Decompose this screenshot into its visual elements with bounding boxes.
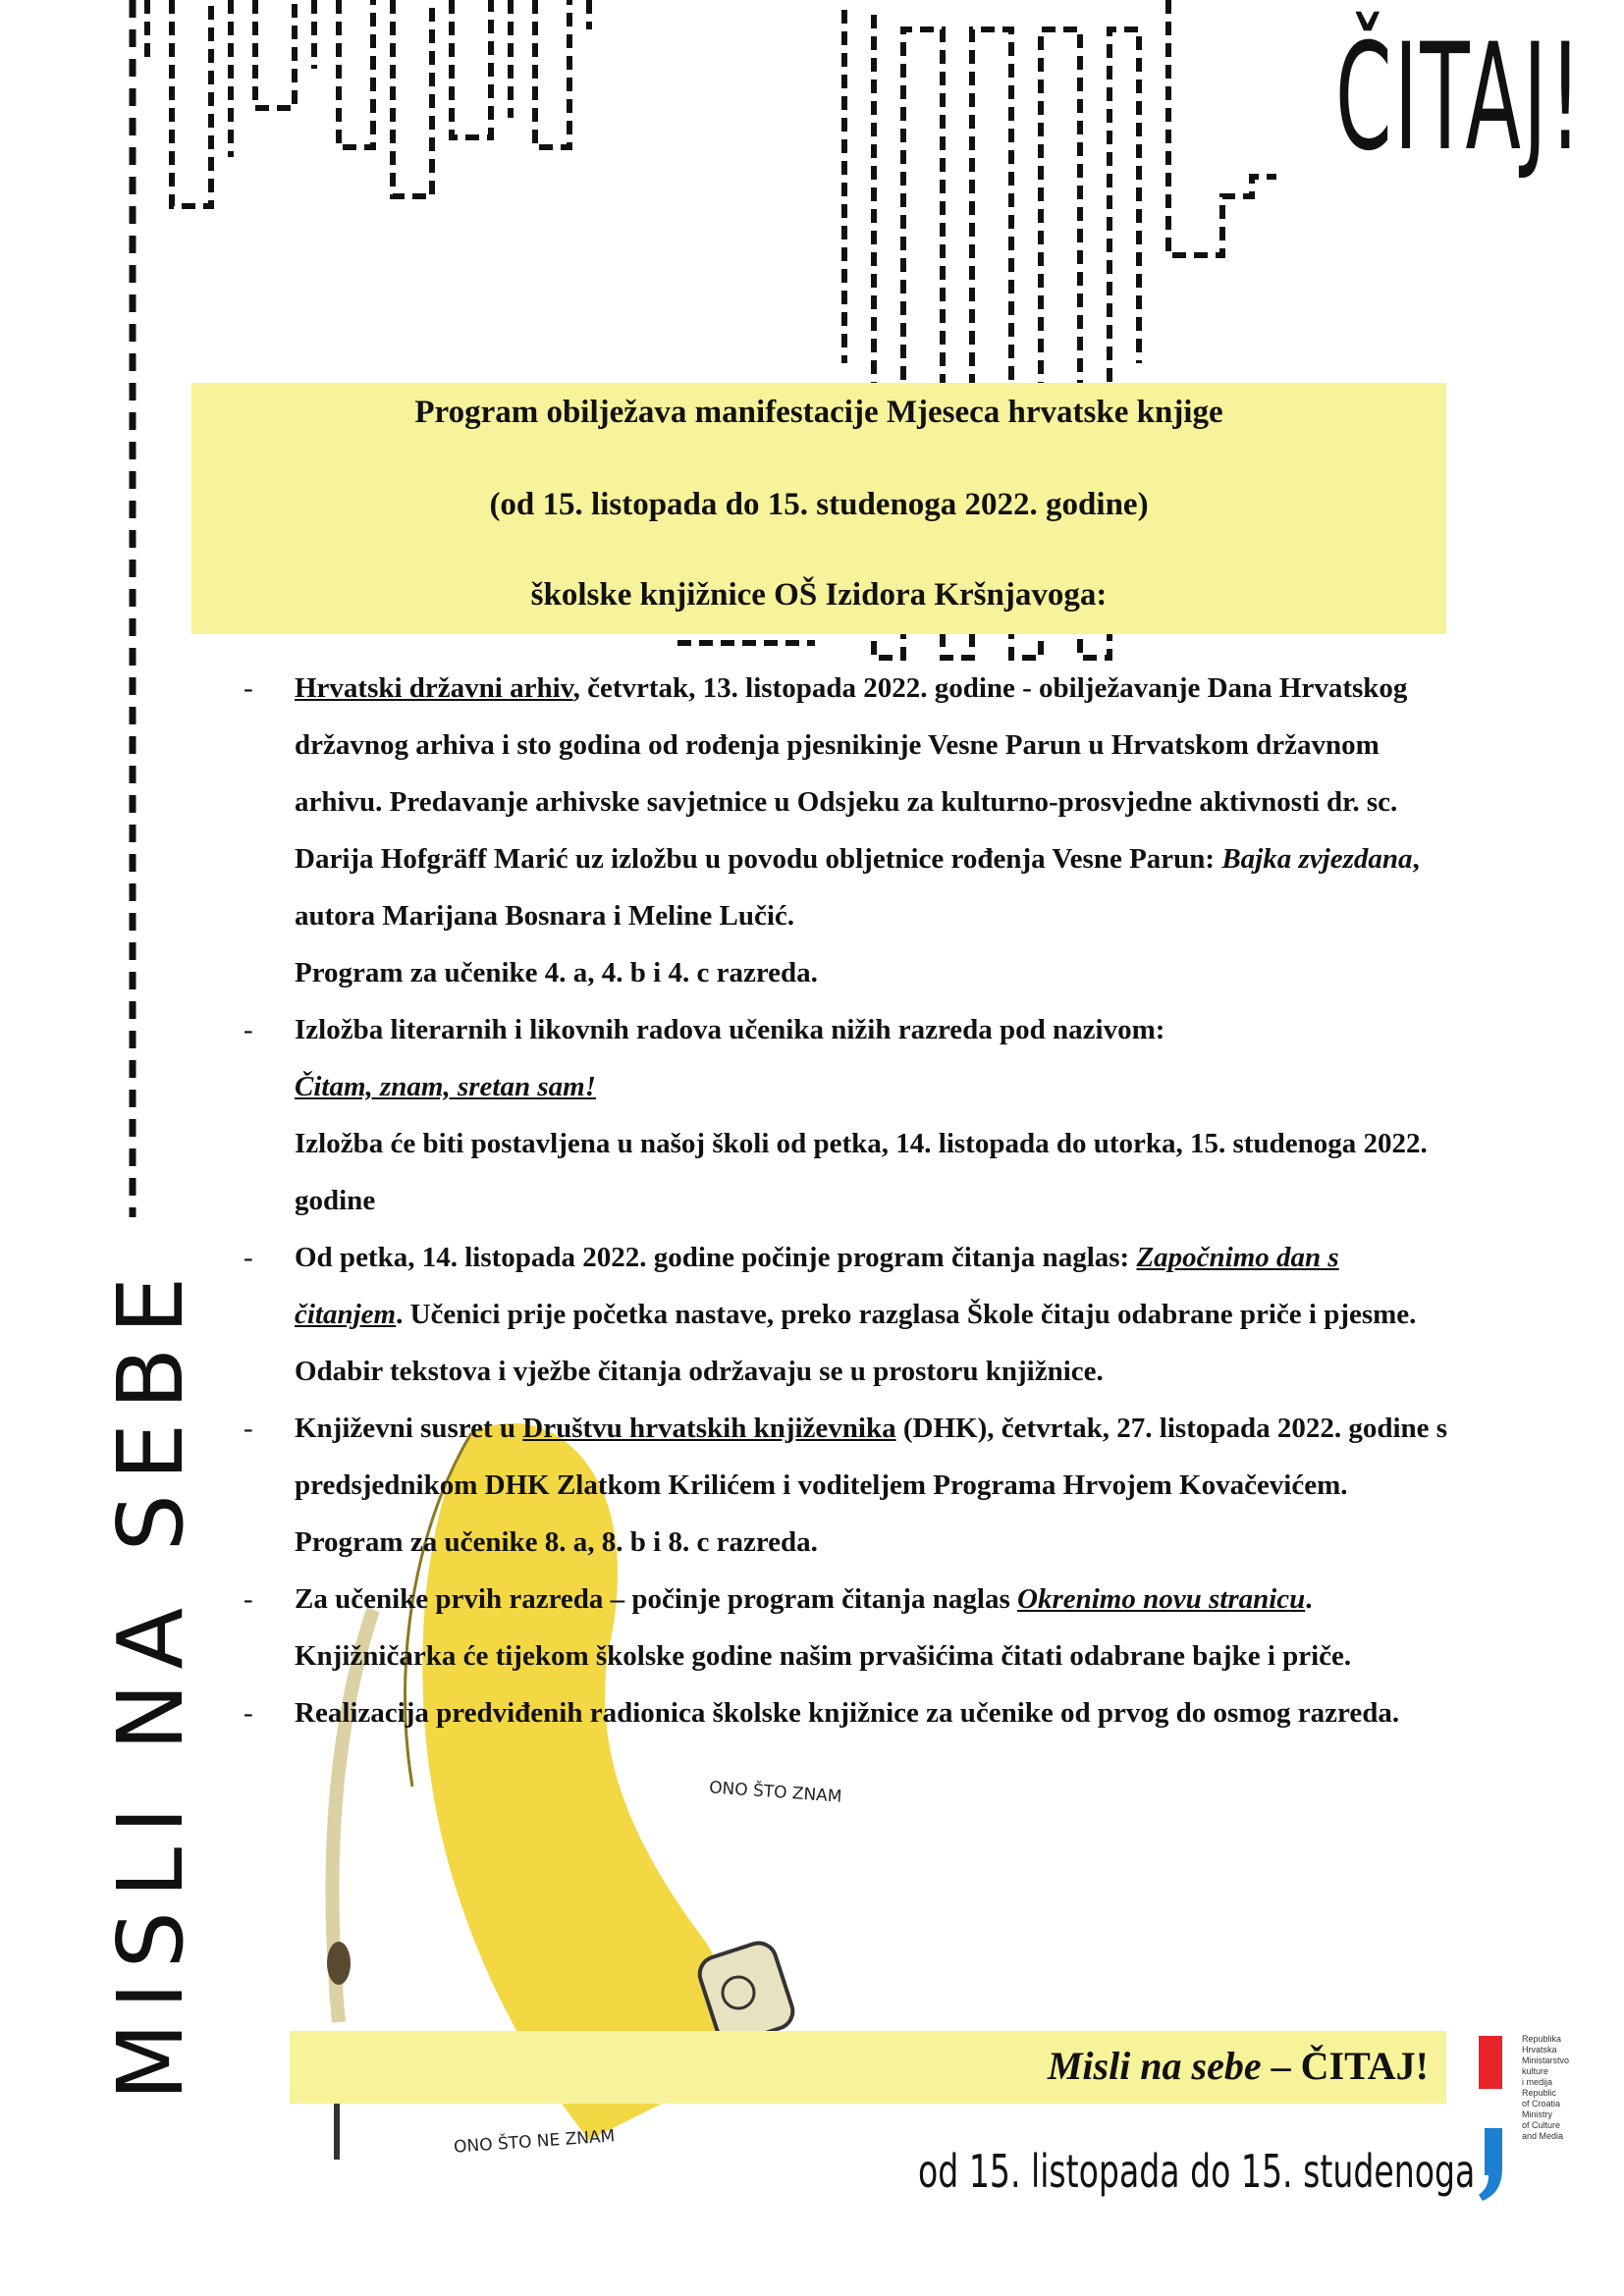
link-reading-program[interactable]: Započnimo dan s čitanjem: [295, 1242, 1339, 1330]
ministry-logo-text: Republika Hrvatska Ministarstvo kulture i medija Republic of Croatia Ministry of Culture and Media: [1522, 2034, 1570, 2141]
link-state-archive[interactable]: Hrvatski državni arhiv: [295, 672, 573, 704]
motto-text: [1048, 2043, 1429, 2090]
item-text: Od petka, 14. listopada 2022. godine počinje program čitanja naglas:: [295, 1242, 1137, 1273]
list-item: [244, 1229, 1451, 1400]
title-line-2: (od 15. listopada do 15. studenoga 2022. godine): [489, 487, 1149, 522]
citaj-hand-lettering: ČITAJ!: [1335, 13, 1584, 184]
item-text: Književni susret u: [295, 1413, 523, 1444]
item-text: . Knjižničarka će tijekom školske godine našim prvašićima čitati odabrane bajke i priče.: [295, 1583, 1352, 1672]
list-item: [244, 660, 1451, 1001]
item-italic-title: Bajka zvjezdana: [1221, 843, 1413, 875]
list-item: [244, 1400, 1451, 1571]
list-item: [244, 1571, 1451, 1684]
ministry-logo-red-mark: [1479, 2036, 1502, 2089]
motto-rest: – ČITAJ!: [1261, 2044, 1429, 2088]
list-dash: -: [244, 672, 253, 704]
item-text: , četvrtak, 13. listopada 2022. godine - obilježavanje Dana Hrvatskog državnog arhiva i sto godina od rođenja pjesnikinje Vesne Parun u Hrvatskom državnom arhivu. Predavanje arhivske savjetnice u Odsjeku za kulturno-prosvjedne aktivnosti dr. sc. Darija Hofgräff Marić uz izložbu u povodu obljetnice rođenja Vesne Parun:: [295, 672, 1408, 875]
item-text: Realizacija predviđenih radionica školske knjižnice za učenike od prvog do osmog razreda.: [295, 1697, 1400, 1729]
title-line-1: Program obilježava manifestacije Mjeseca hrvatske knjige: [414, 395, 1223, 430]
link-writers-society[interactable]: Društvu hrvatskih književnika: [522, 1413, 896, 1444]
link-new-page-program[interactable]: Okrenimo novu stranicu: [1017, 1583, 1306, 1615]
program-list: [244, 660, 1451, 1741]
list-dash: -: [244, 1014, 253, 1045]
item-note: Izložba će biti postavljena u našoj školi od petka, 14. listopada do utorka, 15. studenoga 2022. godine: [295, 1128, 1428, 1216]
handwritten-label: ONO ŠTO NE ZNAM: [453, 2126, 616, 2158]
title-banner: [191, 383, 1446, 634]
dates-hand-lettering: od 15. listopada do 15. studenoga: [918, 2145, 1476, 2198]
item-text: (DHK), četvrtak, 27. listopada 2022. godine s predsjednikom DHK Zlatkom Krilićem i voditeljem Programa Hrvojem Kovačevićem.: [295, 1413, 1448, 1501]
item-note: Program za učenike 8. a, 8. b i 8. c razreda.: [295, 1526, 818, 1558]
item-text: . Učenici prije početka nastave, preko razglasa Škole čitaju odabrane priče i pjesme. Odabir tekstova i vježbe čitanja održavaju se u prostoru knjižnice.: [295, 1299, 1417, 1387]
item-note: Program za učenike 4. a, 4. b i 4. c razreda.: [295, 957, 818, 988]
item-text: Izložba literarnih i likovnih radova učenika nižih razreda pod nazivom:: [295, 1014, 1165, 1045]
ministry-logo-blue-mark: [1479, 2128, 1502, 2201]
item-text: , autora Marijana Bosnara i Meline Lučić.: [295, 843, 1420, 932]
list-item: [244, 1001, 1451, 1229]
list-dash: -: [244, 1697, 253, 1729]
handwritten-label: ONO ŠTO ZNAM: [708, 1778, 843, 1807]
link-exhibition-title[interactable]: Čitam, znam, sretan sam!: [295, 1071, 596, 1102]
vertical-slogan: MISLI NA SEBE: [98, 1262, 203, 2101]
motto-italic: Misli na sebe: [1047, 2044, 1262, 2088]
list-dash: -: [244, 1583, 253, 1615]
list-item: [244, 1684, 1451, 1741]
item-text: Za učenike prvih razreda – počinje program čitanja naglas: [295, 1583, 1017, 1615]
list-dash: -: [244, 1413, 253, 1444]
title-line-3: školske knjižnice OŠ Izidora Kršnjavoga:: [530, 577, 1108, 613]
list-dash: -: [244, 1242, 253, 1273]
motto-banner: [290, 2031, 1446, 2104]
